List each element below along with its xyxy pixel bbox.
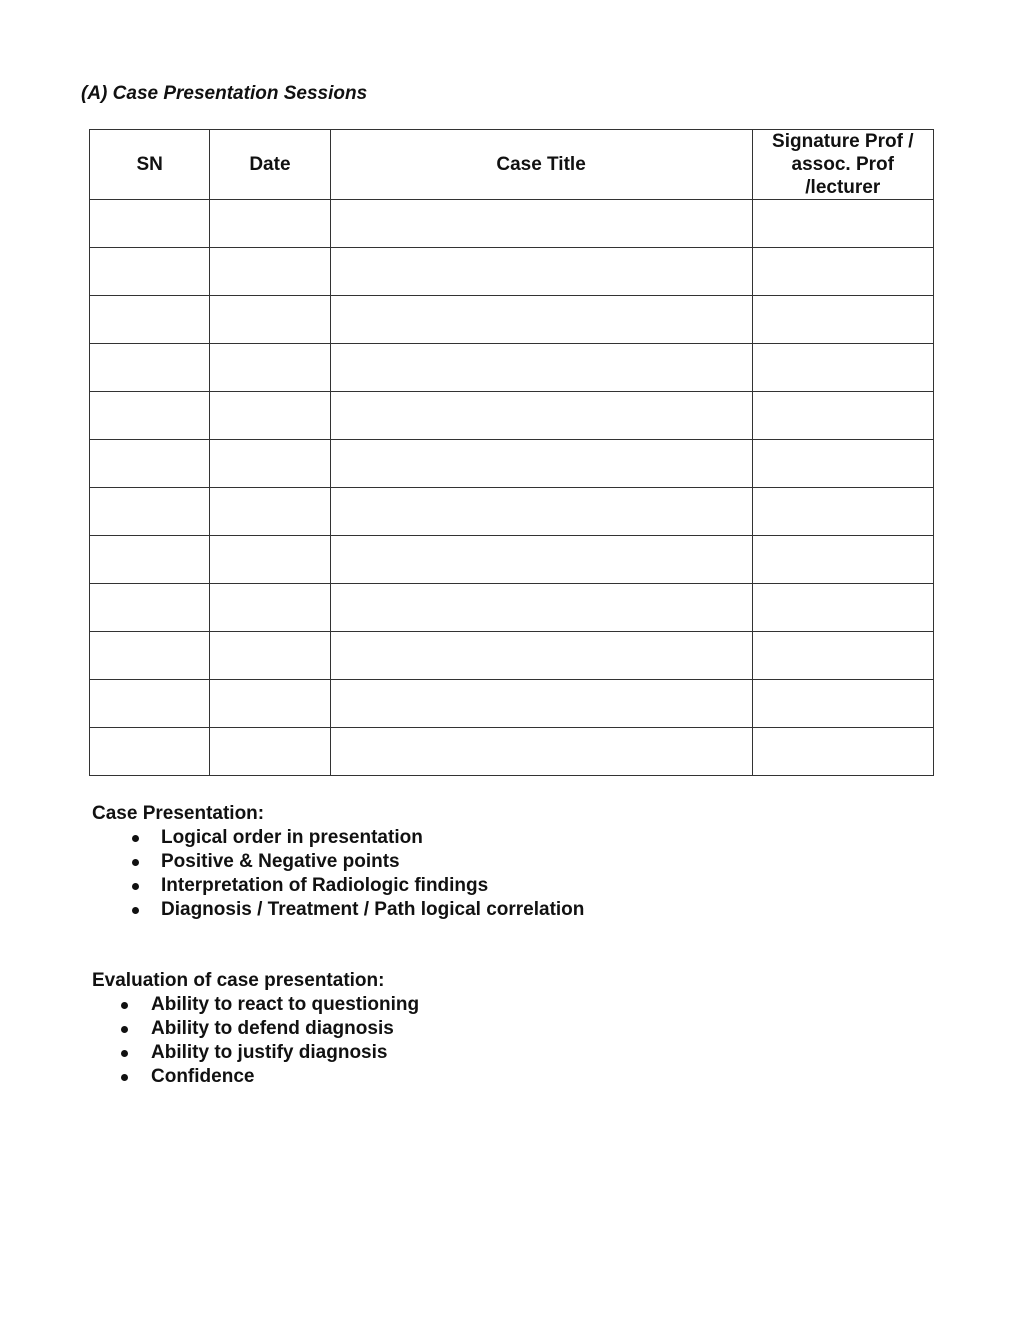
list-item-text: Confidence [151, 1066, 255, 1087]
list-item [92, 898, 584, 922]
evaluation-list [92, 993, 419, 1089]
cell-date[interactable] [210, 488, 330, 536]
header-case-title: Case Title [330, 130, 752, 200]
cell-signature[interactable] [752, 536, 933, 584]
cell-case-title[interactable] [330, 440, 752, 488]
list-item [92, 993, 419, 1017]
cell-sn[interactable] [90, 296, 210, 344]
list-item-text: Ability to justify diagnosis [151, 1042, 388, 1063]
list-item-text: Ability to defend diagnosis [151, 1018, 394, 1039]
bullet-icon [121, 1074, 128, 1081]
table-header-row [90, 130, 934, 200]
cell-sn[interactable] [90, 536, 210, 584]
cell-case-title[interactable] [330, 632, 752, 680]
table-row [90, 728, 934, 776]
cell-case-title[interactable] [330, 344, 752, 392]
cell-sn[interactable] [90, 680, 210, 728]
case-presentation-list [92, 826, 584, 922]
bullet-icon [121, 1002, 128, 1009]
case-sessions-table [89, 129, 934, 776]
list-item-text: Interpretation of Radiologic findings [161, 875, 489, 896]
cell-signature[interactable] [752, 680, 933, 728]
table-row [90, 536, 934, 584]
list-item [92, 850, 584, 874]
bullet-icon [121, 1050, 128, 1057]
evaluation-section [92, 969, 419, 1089]
list-item-text: Positive & Negative points [161, 851, 400, 872]
evaluation-heading: Evaluation of case presentation: [92, 970, 385, 991]
cell-signature[interactable] [752, 488, 933, 536]
cell-date[interactable] [210, 344, 330, 392]
cell-signature[interactable] [752, 296, 933, 344]
cell-date[interactable] [210, 200, 330, 248]
cell-date[interactable] [210, 392, 330, 440]
cell-sn[interactable] [90, 344, 210, 392]
table-row [90, 440, 934, 488]
cell-case-title[interactable] [330, 392, 752, 440]
cell-date[interactable] [210, 728, 330, 776]
cell-case-title[interactable] [330, 200, 752, 248]
bullet-icon [132, 835, 139, 842]
cell-sn[interactable] [90, 248, 210, 296]
cell-case-title[interactable] [330, 680, 752, 728]
table-row [90, 584, 934, 632]
cell-signature[interactable] [752, 200, 933, 248]
cell-date[interactable] [210, 248, 330, 296]
table-row [90, 296, 934, 344]
header-signature: Signature Prof / assoc. Prof /lecturer [752, 130, 933, 200]
cell-date[interactable] [210, 440, 330, 488]
list-item [92, 826, 584, 850]
cell-signature[interactable] [752, 248, 933, 296]
cell-signature[interactable] [752, 392, 933, 440]
page-title: (A) Case Presentation Sessions [81, 83, 368, 104]
table-row [90, 392, 934, 440]
header-sn: SN [90, 130, 210, 200]
cell-sn[interactable] [90, 584, 210, 632]
table-row [90, 680, 934, 728]
bullet-icon [132, 883, 139, 890]
table-row [90, 344, 934, 392]
cell-signature[interactable] [752, 632, 933, 680]
table-row [90, 632, 934, 680]
bullet-icon [121, 1026, 128, 1033]
table-row [90, 248, 934, 296]
cell-case-title[interactable] [330, 248, 752, 296]
list-item [92, 1017, 419, 1041]
cell-case-title[interactable] [330, 584, 752, 632]
cell-sn[interactable] [90, 200, 210, 248]
cell-date[interactable] [210, 632, 330, 680]
cell-date[interactable] [210, 536, 330, 584]
cell-signature[interactable] [752, 584, 933, 632]
cell-case-title[interactable] [330, 296, 752, 344]
cell-signature[interactable] [752, 344, 933, 392]
cell-case-title[interactable] [330, 536, 752, 584]
table-row [90, 200, 934, 248]
cell-sn[interactable] [90, 392, 210, 440]
cell-sn[interactable] [90, 440, 210, 488]
cell-sn[interactable] [90, 488, 210, 536]
cell-date[interactable] [210, 296, 330, 344]
bullet-icon [132, 907, 139, 914]
list-item [92, 1065, 419, 1089]
case-presentation-heading: Case Presentation: [92, 803, 265, 824]
cell-sn[interactable] [90, 632, 210, 680]
list-item-text: Ability to react to questioning [151, 994, 420, 1015]
header-date: Date [210, 130, 330, 200]
list-item-text: Diagnosis / Treatment / Path logical correlation [161, 899, 585, 920]
list-item [92, 874, 584, 898]
list-item [92, 1041, 419, 1065]
cell-case-title[interactable] [330, 488, 752, 536]
cell-sn[interactable] [90, 728, 210, 776]
case-presentation-section [92, 802, 584, 922]
table-body [90, 200, 934, 776]
cell-signature[interactable] [752, 728, 933, 776]
cell-date[interactable] [210, 680, 330, 728]
table-row [90, 488, 934, 536]
cell-signature[interactable] [752, 440, 933, 488]
cell-case-title[interactable] [330, 728, 752, 776]
bullet-icon [132, 859, 139, 866]
list-item-text: Logical order in presentation [161, 827, 423, 848]
cell-date[interactable] [210, 584, 330, 632]
